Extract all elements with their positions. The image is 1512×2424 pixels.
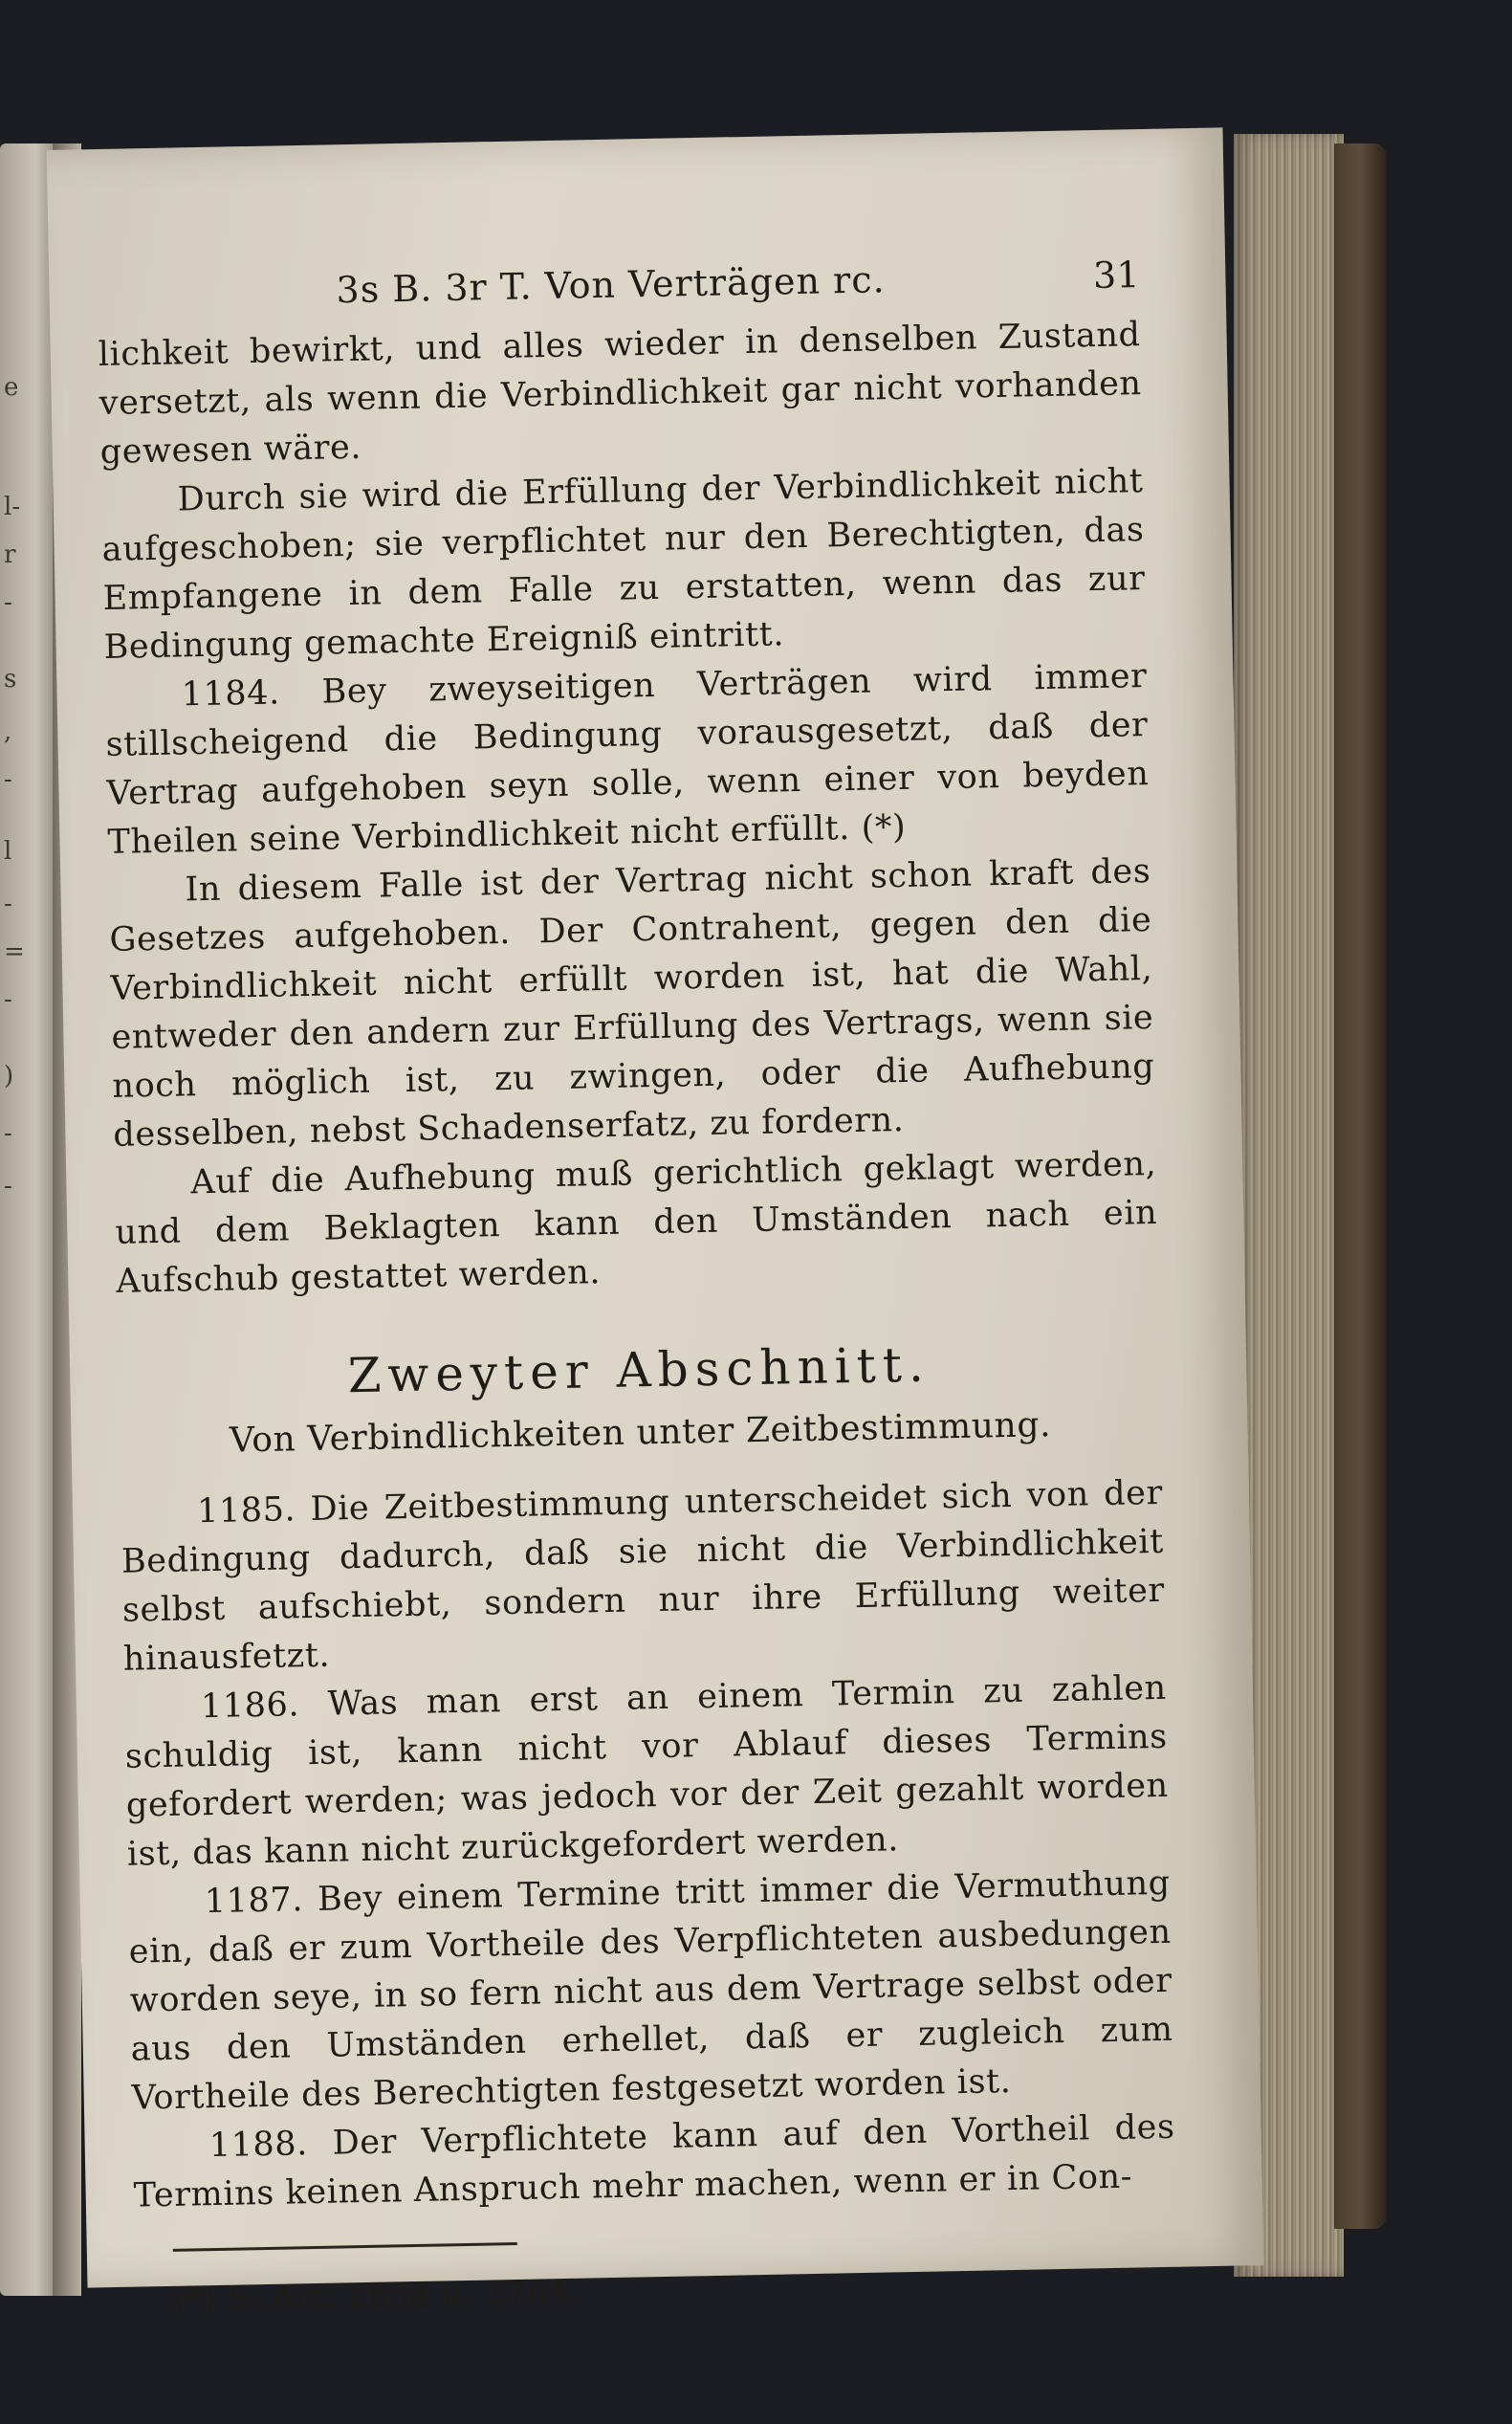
- page-number: 31: [1092, 253, 1140, 297]
- footnote: (*) S. Art. 1654 u. 1764.: [173, 2272, 581, 2318]
- article-1185: 1185. Die Zeitbestimmung unterscheidet sich von der Bedingung dadurch, daß sie nicht die Verbindlichkeit selbst aufschiebt, sondern nur ihre Erfüllung weiter hinausfetzt.: [121, 1473, 1166, 1679]
- left-page-fragment: l-: [4, 493, 21, 521]
- left-page-fragment: -: [4, 1172, 12, 1201]
- paragraph: Durch sie wird die Erfüllung der Verbindlichkeit nicht aufgeschoben; sie verpflichtet nur den Berechtigten, das Empfangene in dem Falle zu erstatten, wenn das zur Bedingung gemachte Ereigniß eintritt.: [101, 462, 1146, 667]
- left-page-fragment: r: [4, 540, 16, 569]
- article-1188: 1188. Der Verpflichtete kann auf den Vortheil des Termins keinen Anspruch mehr machen, wenn er in Con-: [133, 2107, 1175, 2215]
- paragraph: lichkeit bewirkt, und alles wieder in denselben Zustand versetzt, als wenn die Verbindlichkeit gar nicht vorhanden gewesen wäre.: [98, 316, 1142, 472]
- footnote-rule: [173, 2242, 517, 2252]
- left-page-fragment: ): [4, 1062, 14, 1091]
- article-1184: 1184. Bey zweyseitigen Verträgen wird immer stillscheigend die Bedingung vorausgesetzt, daß der Vertrag aufgehoben seyn solle, wenn einer von beyden Theilen seine Verbindlichkeit nicht erfüllt. (*): [105, 657, 1150, 862]
- left-page-fragment: -: [4, 1119, 12, 1148]
- left-page-fragment: =: [4, 937, 25, 966]
- article-1187: 1187. Bey einem Termine tritt immer die Vermuthung ein, daß er zum Vortheile des Verpflichteten ausbedungen worden seye, in so fern nicht aus dem Vertrage selbst oder aus den Umständen erhellet, daß er zugleich zum Vortheile des Berechtigten festgesetzt worden ist.: [128, 1863, 1173, 2118]
- left-page-fragment: -: [4, 765, 12, 794]
- paragraph: Auf die Aufhebung muß gerichtlich geklagt werden, und dem Beklagten kann den Umständen nach ein Aufschub gestattet werden.: [115, 1144, 1158, 1301]
- section-title: Zweyter Abschnitt.: [347, 1336, 931, 1404]
- left-page-fragment: -: [4, 890, 12, 918]
- left-page-edge: [0, 143, 59, 2296]
- page-content: [97, 253, 1178, 2319]
- running-head-title: 3s B. 3r T. Von Verträgen rc.: [336, 258, 886, 312]
- left-page-fragment: e: [4, 373, 19, 402]
- left-page-fragment: ,: [4, 717, 12, 746]
- book-page: [47, 127, 1264, 2318]
- paragraph: In diesem Falle ist der Vertrag nicht schon kraft des Gesetzes aufgehoben. Der Contrahent, gegen den die Verbindlichkeit nicht erfüllt worden ist, hat die Wahl, entweder den andern zur Erfüllung des Vertrags, wenn sie noch möglich ist, zu zwingen, oder die Aufhebung desselben, nebst Schadenserfatz, zu fordern.: [109, 851, 1155, 1155]
- section-subtitle: Von Verbindlichkeiten unter Zeitbestimmung.: [229, 1405, 1052, 1461]
- left-page-fragment: s: [4, 665, 17, 694]
- book-cover: [1334, 143, 1387, 2229]
- left-page-fragment: l: [4, 837, 12, 866]
- left-page-fragment: -: [4, 588, 12, 617]
- article-1186: 1186. Was man erst an einem Termin zu zahlen schuldig ist, kann nicht vor Ablauf dieses Termins gefordert werden; was jedoch vor der Zeit gezahlt worden ist, das kann nicht zurückgefordert werden.: [124, 1668, 1170, 1874]
- left-page-fragment: -: [4, 985, 12, 1014]
